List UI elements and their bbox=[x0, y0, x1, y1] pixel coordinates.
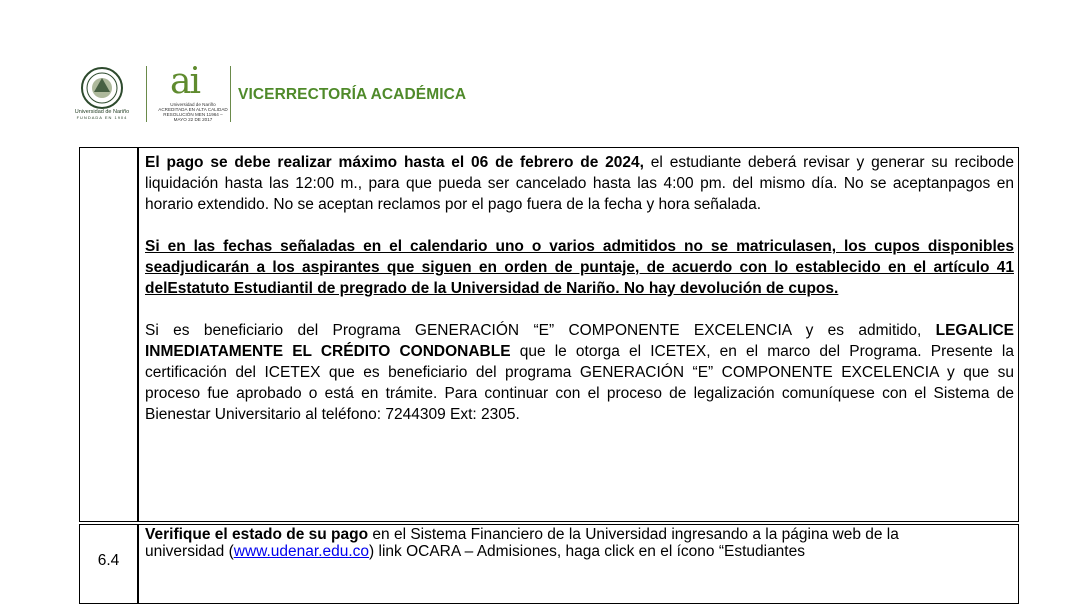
row-number-cell bbox=[79, 147, 138, 522]
row-content bbox=[145, 526, 1014, 560]
university-link-paragraph bbox=[145, 543, 1014, 560]
accreditation-logo bbox=[158, 61, 228, 124]
header-divider bbox=[146, 66, 147, 122]
unit-title: VICERRECTORÍA ACADÉMICA bbox=[238, 86, 467, 103]
accreditation-line-1: Universidad de Nariño bbox=[170, 102, 216, 107]
ai-logo-mark: ai bbox=[170, 61, 199, 102]
verify-payment-text: en el Sistema Financiero de la Universidad ingresando a la página web de la bbox=[368, 526, 899, 543]
generacion-e-text: que le otorga el ICETEX, en el marco del Programa. Presente la certificación del ICETEX que es beneficiario del programa GENERACIÓN “E” COMPONENTE EXCELENCIA y que su proceso fue aprobado o está en trámite. Para continuar con el proceso de legalización comuníquese con el Sistema de Bienestar Universitario al teléfono: 7244309 Ext: 2305. bbox=[145, 343, 1014, 423]
generacion-e-bold: LEGALICE INMEDIATAMENTE EL CRÉDITO CONDONABLE bbox=[145, 322, 1014, 360]
university-founded: FUNDADA EN 1904 bbox=[76, 115, 128, 120]
payment-deadline-text: el estudiante deberá revisar y generar su recibode liquidación hasta las 12:00 m., para que pueda ser cancelado hasta las 4:00 pm. del mismo día. No se aceptanpagos en horario extendido. No se aceptan reclamos por el pago fuera de la fecha y hora señalada. bbox=[145, 154, 1014, 213]
generacion-e-intro: Si es beneficiario del Programa GENERACIÓN “E” COMPONENTE EXCELENCIA y es admitido, bbox=[145, 322, 936, 339]
university-name: Universidad de Nariño bbox=[74, 109, 130, 115]
instructions-table bbox=[79, 147, 1019, 597]
header-divider-2 bbox=[230, 66, 231, 122]
row-number: 6.4 bbox=[97, 552, 120, 569]
row-content-cell bbox=[138, 524, 1019, 604]
udenar-link[interactable]: www.udenar.edu.co bbox=[233, 543, 370, 560]
payment-deadline-paragraph bbox=[145, 152, 1014, 215]
row-number-cell bbox=[79, 524, 138, 604]
link-suffix: ) link OCARA – Admisiones, haga click en el ícono “Estudiantes bbox=[369, 543, 805, 560]
payment-deadline-bold: El pago se debe realizar máximo hasta el 06 de febrero de 2024, bbox=[145, 154, 644, 171]
accreditation-line-2: ACREDITADA EN ALTA CALIDAD bbox=[158, 107, 228, 112]
accreditation-line-3: RESOLUCIÓN MEN 11964 – MAYO 22 DE 2017 bbox=[163, 112, 223, 122]
document-header bbox=[66, 60, 506, 126]
link-prefix: universidad ( bbox=[145, 543, 234, 560]
accreditation-caption bbox=[158, 102, 228, 122]
quota-notice-paragraph: Si en las fechas señaladas en el calendario uno o varios admitidos no se matriculasen, los cupos disponibles seadjudicarán a los aspirantes que siguen en orden de puntaje, de acuerdo con lo establecido en el artículo 41 delEstatuto Estudiantil de pregrado de la Universidad de Nariño. No hay devolución de cupos. bbox=[145, 238, 1014, 297]
row-content-cell bbox=[138, 147, 1019, 522]
row-content bbox=[145, 152, 1014, 425]
university-caption bbox=[66, 109, 138, 121]
verify-payment-bold: Verifique el estado de su pago bbox=[145, 526, 369, 543]
verify-payment-paragraph bbox=[145, 526, 1014, 543]
generacion-e-paragraph bbox=[145, 320, 1014, 425]
